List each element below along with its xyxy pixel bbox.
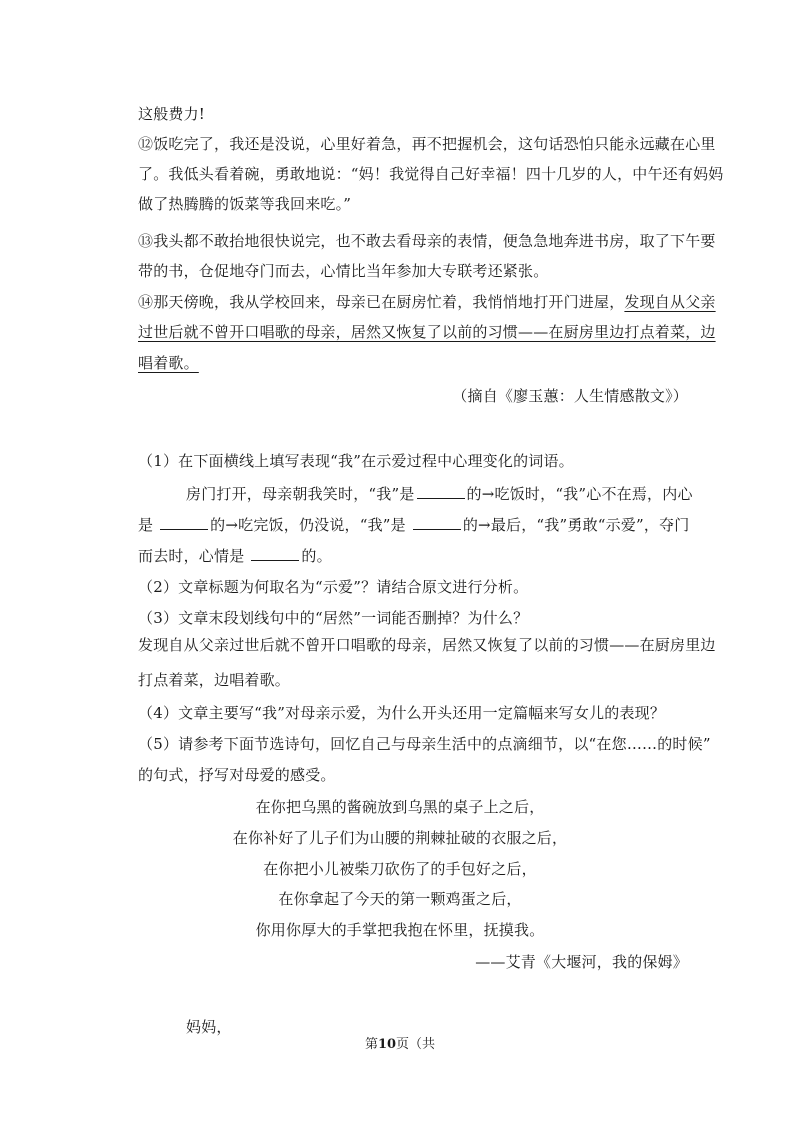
question-3-quote-line-1: 发现自从父亲过世后就不曾开口唱歌的母亲，居然又恢复了以前的习惯——在厨房里边 [138,636,716,654]
poem-line-5: 你用你厚大的手掌把我抱在怀里，抚摸我。 [255,921,545,939]
q1-text-b3: 的→最后，“我”勇敢“示爱”，夺门 [462,516,690,534]
poem-source: ——艾青《大堰河，我的保姆》 [475,953,688,971]
question-3-quote-line-2: 打点着菜，边唱着歌。 [138,671,291,689]
answer-start-text: 妈妈， [186,1018,232,1036]
question-4: （4）文章主要写“我”对母亲示爱，为什么开头还用一定篇幅来写女儿的表现？ [138,704,666,722]
answer-blank-3[interactable] [413,514,461,530]
q1-text-a2: 的→吃饭时，“我”心不在焉，内心 [466,485,693,503]
question-3-stem: （3）文章末段划线句中的“居然”一词能否删掉？为什么？ [138,609,529,627]
paragraph-13-line-2: 带的书，仓促地夺门而去，心情比当年参加大专联考还紧张。 [138,262,549,280]
poem-line-2: 在你补好了儿子们为山腰的荆棘扯破的衣服之后， [232,829,568,847]
paragraph-12-line-3: 做了热腾腾的饭菜等我回来吃。” [138,195,352,213]
page-number: 10 [377,1037,397,1052]
q1-text-b1: 是 [138,516,154,534]
underlined-sentence-line-2: 过世后就不曾开口唱歌的母亲，居然又恢复了以前的习惯——在厨房里边打点着菜，边 [138,323,716,341]
underlined-sentence-line-3: 唱着歌。 [138,354,199,372]
footer-prefix: 第 [364,1037,378,1052]
q1-text-c1: 而去时，心情是 [138,547,245,565]
poem-line-3: 在你把小儿被柴刀砍伤了的手包好之后， [263,860,537,878]
question-1-stem: （1）在下面横线上填写表现“我”在示爱过程中心理变化的词语。 [138,452,574,470]
q1-text-c2: 的。 [301,547,332,565]
underlined-sentence-start: 发现自从父亲 [624,293,716,311]
paragraph-12-line-2: 了。我低头看着碗，勇敢地说：“妈！我觉得自己好幸福！四十几岁的人，中午还有妈妈 [138,165,724,183]
footer-suffix: 页（共 [396,1037,436,1052]
question-1-line-c [138,545,698,567]
question-1-line-b [138,514,698,536]
page-footer [0,1033,800,1052]
paragraph-12-line-1: ⑫饭吃完了，我还是没说，心里好着急，再不把握机会，这句话恐怕只能永远藏在心里 [138,135,716,153]
q1-text-a1: 房门打开，母亲朝我笑时，“我”是 [186,485,415,503]
paragraph-11-tail: 这般费力! [138,105,206,123]
source-citation: （摘自《廖玉蕙：人生情感散文》） [452,387,688,405]
answer-blank-1[interactable] [417,483,465,499]
answer-blank-4[interactable] [251,545,299,561]
poem-line-4: 在你拿起了今天的第一颗鸡蛋之后， [278,890,522,908]
paragraph-14-line-1 [138,291,716,313]
question-5-line-2: 的句式，抒写对母爱的感受。 [138,766,336,784]
answer-blank-2[interactable] [160,514,208,530]
question-1-line-a [186,483,746,505]
paragraph-14-plain-text: ⑭那天傍晚，我从学校回来，母亲已在厨房忙着，我悄悄地打开门进屋， [138,293,625,311]
q1-text-b2: 的→吃完饭，仍没说，“我”是 [210,516,406,534]
paragraph-13-line-1: ⑬我头都不敢抬地很快说完，也不敢去看母亲的表情，便急急地奔进书房，取了下午要 [138,232,716,250]
question-5-line-1: （5）请参考下面节选诗句，回忆自己与母亲生活中的点滴细节，以“在您……的时候” [138,735,711,753]
question-2: （2）文章标题为何取名为“示爱”？请结合原文进行分析。 [138,578,529,596]
poem-line-1: 在你把乌黑的酱碗放到乌黑的桌子上之后， [255,798,545,816]
